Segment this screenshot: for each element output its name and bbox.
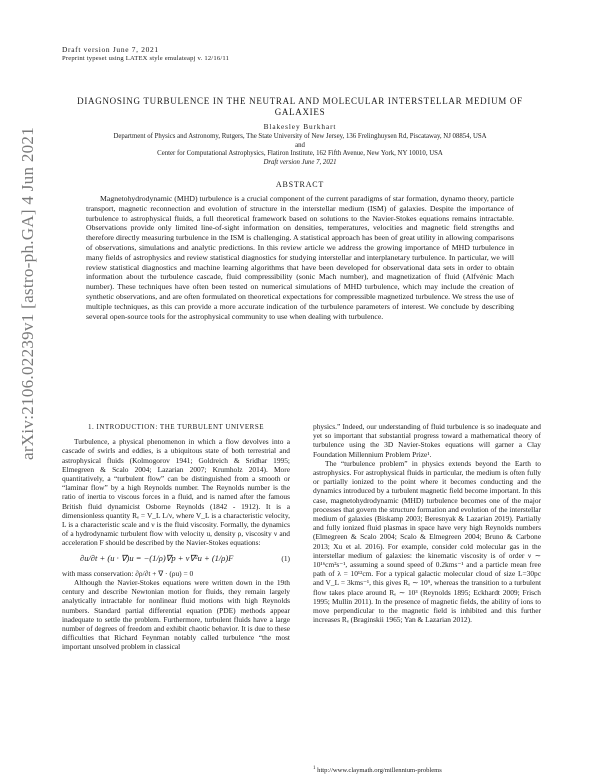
- intro-paragraph-2: Although the Navier-Stokes equations were written down in the 19th century and describe Newtonian motion for fluids, they remain largely analytically intractable for nonlinear fluid motions with high Reynolds numbers. Standard partial differential equation (PDE) methods appear inadequate to settle the problem. Furthermore, turbulent fluids have a large number of degrees of freedom and exhibit chaotic behavior. It is due to these difficulties that Richard Feynman notably called turbulence “the most important unsolved problem in classical: [62, 578, 290, 652]
- navier-stokes-equation: [80, 554, 290, 563]
- draft-date: Draft version June 7, 2021: [263, 158, 337, 166]
- preprint-line: Preprint typeset using LATEX style emulateapj v. 12/16/11: [62, 55, 230, 62]
- author-name: Blakesley Burkhart: [263, 122, 337, 131]
- intro-paragraph-4: The “turbulence problem” in physics extends beyond the Earth to astrophysics. For astrophysical fluids in particular, the medium is often fully or partially ionized to the point where it becomes conducting and the dynamics introduced by a turbulent magnetic field become important. In this case, magnetohydrodynamic (MHD) turbulence becomes one of the major processes that govern the structure formation and evolution of the interstellar medium of galaxies (Biskamp 2003; Beresnyak & Lazarian 2019). Partially and fully ionized fluid plasmas in space have very high Reynolds numbers (Elmegreen & Scalo 2004; Scalo & Elmegreen 2004; Bruno & Carbone 2013; Xu et al. 2016). For example, consider cold molecular gas in the interstellar medium of galaxies: the kinematic viscosity is of order ν ∼ 10¹⁶cm²s⁻¹, assuming a sound speed of 0.2kms⁻¹ and a particle mean free path of λ = 10¹²cm. For a typical galactic molecular cloud of size L=30pc and V_L = 3kms⁻¹, this gives Rₑ ∼ 10⁹, whereas the transition to a turbulent flow takes place around Rₑ ∼ 10³ (Reynolds 1895; Eckhardt 2009; Frisch 1995; Mullin 2011). In the presence of magnetic fields, the ability of ions to move perpendicular to the magnetic field is inhibited and this further increases Rₑ (Braginskii 1965; Yan & Lazarian 2012).: [313, 458, 541, 625]
- section-heading: 1. INTRODUCTION: THE TURBULENT UNIVERSE: [87, 423, 265, 431]
- affiliation-and: and: [295, 141, 305, 149]
- arxiv-identifier-stamp: arXiv:2106.02239v1 [astro-ph.GA] 4 Jun 2021: [18, 126, 37, 460]
- footnote: [313, 766, 442, 774]
- affiliations: [62, 133, 538, 167]
- intro-paragraph-3: physics.” Indeed, our understanding of fluid turbulence is so inadequate and yet so important that substantial progress toward a mathematical theory of turbulence using the 3D Navier-Stokes equations will garner a Clay Foundation Millennium Problem Prize¹.: [313, 422, 541, 459]
- footnote-mark: 1: [313, 766, 316, 771]
- affiliation-flatiron: Center for Computational Astrophysics, Flatiron Institute, 162 Fifth Avenue, New York, NY 10010, USA: [157, 150, 443, 158]
- left-column: [62, 423, 290, 652]
- abstract-heading: ABSTRACT: [275, 180, 325, 189]
- intro-paragraph-1: Turbulence, a physical phenomenon in which a flow devolves into a cascade of swirls and eddies, is a ubiquitous state of both terrestrial and astrophysical fluids (Kolmogorov 1941; Goldreich & Sridhar 1995; Elmegreen & Scalo 2004; Lazarian 2007; Krumholz 2014). More quantitatively, a “turbulent flow” can be distinguished from a smooth or “laminar flow” by a high Reynolds number. The Reynolds number is the ratio of inertia to viscous forces in a fluid, and is named after the famous British fluid dynamicist Osborne Reynolds (1842 - 1912). It is a dimensionless quantity Rₑ = V_L L/ν, where V_L is a characteristic velocity, L is a characteristic scale and ν is the fluid viscosity. Formally, the dynamics of a hydrodynamic turbulent flow with velocity u, density ρ, viscosity ν and acceleration F should be described by the Navier-Stokes equations:: [62, 437, 290, 548]
- mass-conservation-line: with mass conservation: ∂ρ/∂t + ∇ · (ρu) = 0: [62, 568, 194, 578]
- affiliation-rutgers: Department of Physics and Astronomy, Rutgers, The State University of New Jersey, 136 Frelinghuysen Rd, Piscataway, NJ 08854, USA: [113, 133, 487, 140]
- equation-number: (1): [281, 553, 290, 563]
- equation-body: ∂u/∂t + (u · ∇)u = −(1/ρ)∇p + ν∇²u + (1/ρ)F: [80, 552, 234, 563]
- right-column: [313, 422, 541, 624]
- abstract-text: Magnetohydrodynamic (MHD) turbulence is a crucial component of the current paradigms of star formation, dynamo theory, particle transport, magnetic reconnection and evolution of structure in the interstellar medium (ISM) of galaxies. Despite the importance of turbulence to astrophysical fluids, a full theoretical framework based on solutions to the Navier-Stokes equations remains intractable. Observations provide only limited line-of-sight information on densities, temperatures, velocities and magnetic field strengths and therefore directly measuring turbulence in the ISM is challenging. A statistical approach has been of great utility in allowing comparisons of observations, simulations and analytic predictions. In this review article we address the growing importance of MHD turbulence in many fields of astrophysics and review statistical diagnostics for studying interstellar and interplanetary turbulence. In particular, we will review statistical diagnostics and machine learning algorithms that have been developed for observational data sets in order to obtain information about the turbulence cascade, fluid compressibility (sonic Mach number), and magnetization of fluid (Alfvénic Mach number). These techniques have often been tested on numerical simulations of MHD turbulence, which may include the creation of synthetic observations, and are often formulated on theoretical expectations for compressible magnetized turbulence. We stress the use of multiple techniques, as this can provide a more accurate indication of the turbulence parameters of interest. We conclude by describing several open-source tools for the astrophysical community to use when dealing with turbulence.: [86, 194, 514, 321]
- footnote-link[interactable]: http://www.claymath.org/millennium-problems: [317, 767, 442, 775]
- draft-version-line: Draft version June 7, 2021: [62, 45, 159, 54]
- header-meta: [62, 45, 229, 63]
- paper-title: DIAGNOSING TURBULENCE IN THE NEUTRAL AND MOLECULAR INTERSTELLAR MEDIUM OF GALAXIES: [77, 96, 523, 117]
